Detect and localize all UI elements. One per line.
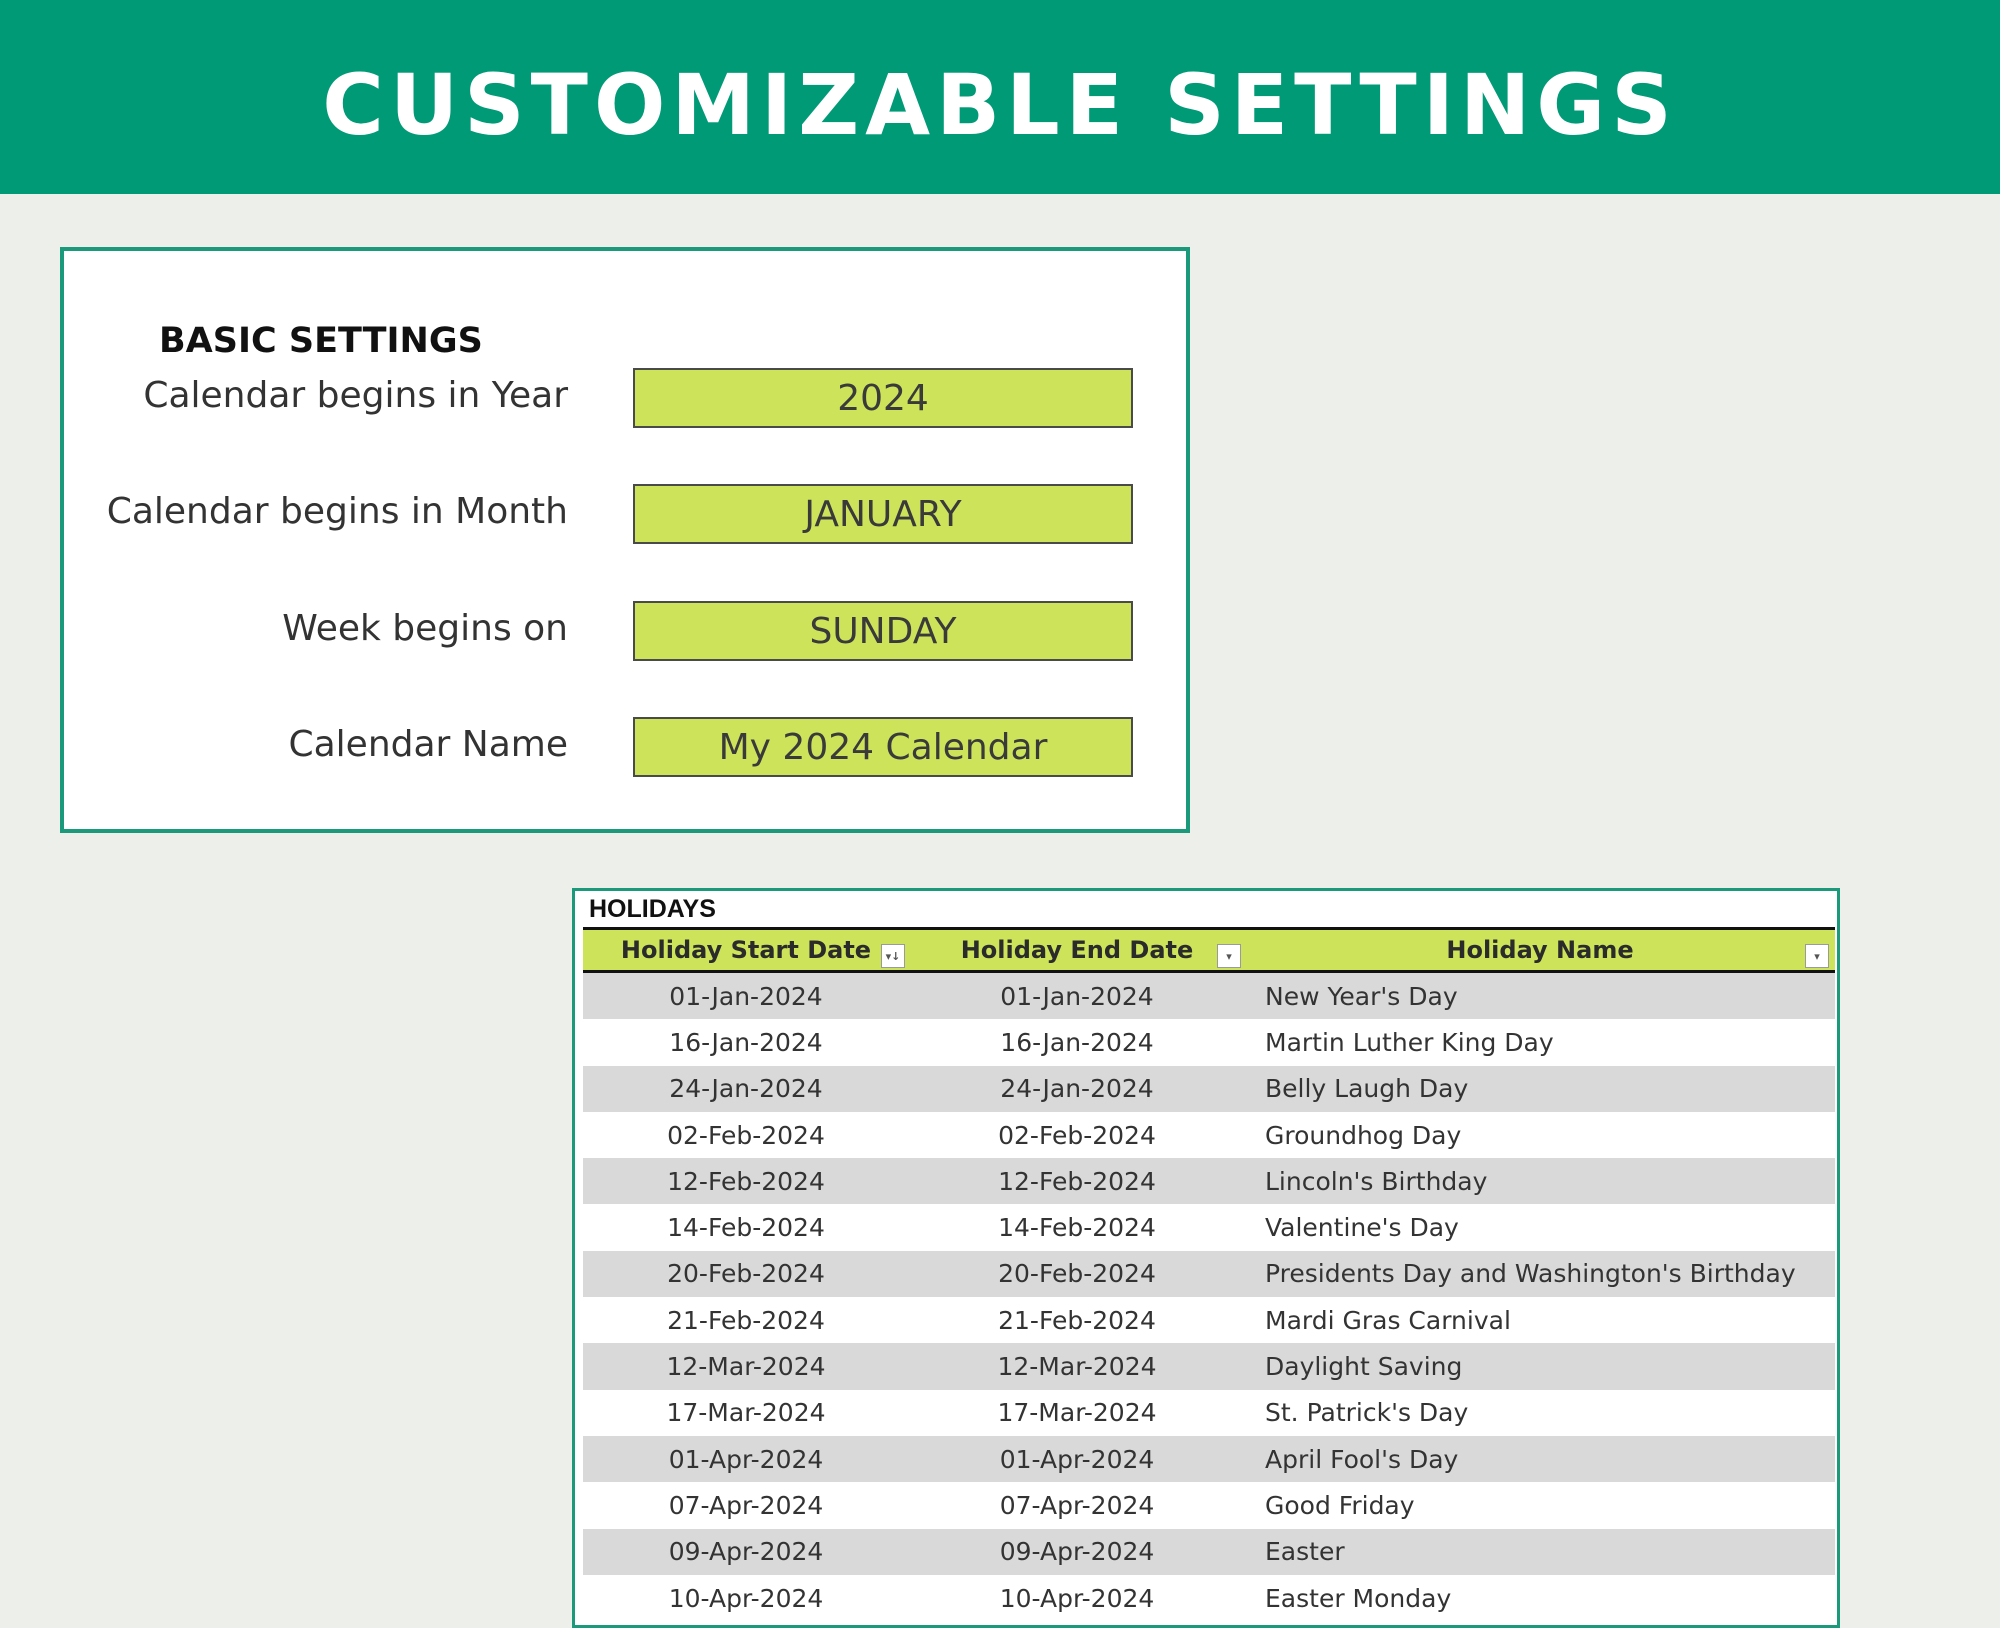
table-row[interactable] <box>583 1158 1835 1204</box>
holiday-name-cell[interactable]: Martin Luther King Day <box>1265 1027 1554 1057</box>
start-date-cell[interactable]: 24-Jan-2024 <box>669 1074 823 1104</box>
end-date-cell[interactable]: 17-Mar-2024 <box>997 1398 1157 1428</box>
holidays-title: HOLIDAYS <box>589 895 716 923</box>
table-row[interactable] <box>583 1297 1835 1343</box>
table-row[interactable] <box>583 1066 1835 1112</box>
start-date-cell[interactable]: 07-Apr-2024 <box>668 1490 824 1520</box>
holiday-name-cell[interactable]: Presidents Day and Washington's Birthday <box>1265 1259 1796 1289</box>
holiday-name-cell[interactable]: April Fool's Day <box>1265 1444 1459 1474</box>
holiday-name-cell[interactable]: Easter Monday <box>1265 1583 1452 1613</box>
end-date-cell[interactable]: 16-Jan-2024 <box>1000 1027 1154 1057</box>
column-header-label: Holiday End Date <box>960 936 1194 964</box>
holiday-name-cell[interactable]: Belly Laugh Day <box>1265 1074 1469 1104</box>
month-field[interactable]: JANUARY <box>633 484 1133 544</box>
year-label: Calendar begins in Year <box>143 375 568 416</box>
end-date-cell[interactable]: 02-Feb-2024 <box>998 1120 1156 1150</box>
column-header-end-date[interactable] <box>909 930 1245 970</box>
start-date-cell[interactable]: 16-Jan-2024 <box>669 1027 823 1057</box>
week-start-label: Week begins on <box>282 608 568 649</box>
start-date-cell[interactable]: 12-Mar-2024 <box>666 1352 826 1382</box>
holiday-name-cell[interactable]: Valentine's Day <box>1265 1213 1459 1243</box>
table-row[interactable] <box>583 1390 1835 1436</box>
start-date-cell[interactable]: 01-Apr-2024 <box>668 1444 824 1474</box>
start-date-cell[interactable]: 14-Feb-2024 <box>667 1213 825 1243</box>
end-date-cell[interactable]: 09-Apr-2024 <box>999 1537 1155 1567</box>
end-date-cell[interactable]: 01-Apr-2024 <box>999 1444 1155 1474</box>
end-date-cell[interactable]: 10-Apr-2024 <box>999 1583 1155 1613</box>
holiday-name-cell[interactable]: Lincoln's Birthday <box>1265 1166 1488 1196</box>
calendar-name-label: Calendar Name <box>288 724 568 765</box>
holiday-name-cell[interactable]: Good Friday <box>1265 1490 1415 1520</box>
basic-settings-panel <box>60 247 1190 833</box>
holiday-name-cell[interactable]: Mardi Gras Carnival <box>1265 1305 1511 1335</box>
end-date-cell[interactable]: 01-Jan-2024 <box>1000 981 1154 1011</box>
end-date-cell[interactable]: 20-Feb-2024 <box>998 1259 1156 1289</box>
end-date-cell[interactable]: 21-Feb-2024 <box>998 1305 1156 1335</box>
end-date-cell[interactable]: 14-Feb-2024 <box>998 1213 1156 1243</box>
basic-settings-heading: BASIC SETTINGS <box>159 321 483 361</box>
month-label: Calendar begins in Month <box>106 491 568 532</box>
start-date-cell[interactable]: 20-Feb-2024 <box>667 1259 825 1289</box>
table-row[interactable] <box>583 1019 1835 1065</box>
table-row[interactable] <box>583 1112 1835 1158</box>
calendar-name-field[interactable]: My 2024 Calendar <box>633 717 1133 777</box>
end-date-cell[interactable]: 07-Apr-2024 <box>999 1490 1155 1520</box>
header-banner <box>0 0 2000 194</box>
end-date-cell[interactable]: 12-Mar-2024 <box>997 1352 1157 1382</box>
page-title: CUSTOMIZABLE SETTINGS <box>322 56 1678 154</box>
week-start-field[interactable]: SUNDAY <box>633 601 1133 661</box>
table-row[interactable] <box>583 1482 1835 1528</box>
start-date-cell[interactable]: 01-Jan-2024 <box>669 981 823 1011</box>
column-header-label: Holiday Start Date <box>620 936 872 964</box>
column-header-label: Holiday Name <box>1446 936 1634 964</box>
column-header-start-date[interactable] <box>583 930 909 970</box>
holiday-name-cell[interactable]: Easter <box>1265 1537 1345 1567</box>
sort-filter-icon[interactable]: ▾↓ <box>881 944 905 968</box>
start-date-cell[interactable]: 10-Apr-2024 <box>668 1583 824 1613</box>
start-date-cell[interactable]: 17-Mar-2024 <box>666 1398 826 1428</box>
end-date-cell[interactable]: 24-Jan-2024 <box>1000 1074 1154 1104</box>
table-row[interactable] <box>583 1436 1835 1482</box>
end-date-cell[interactable]: 12-Feb-2024 <box>998 1166 1156 1196</box>
holiday-name-cell[interactable]: Groundhog Day <box>1265 1120 1462 1150</box>
holiday-name-cell[interactable]: St. Patrick's Day <box>1265 1398 1469 1428</box>
column-header-holiday-name[interactable] <box>1245 930 1835 970</box>
holiday-name-cell[interactable]: Daylight Saving <box>1265 1352 1463 1382</box>
holidays-table <box>583 927 1835 1621</box>
table-row[interactable] <box>583 1343 1835 1389</box>
start-date-cell[interactable]: 21-Feb-2024 <box>667 1305 825 1335</box>
table-row[interactable] <box>583 1251 1835 1297</box>
year-field[interactable]: 2024 <box>633 368 1133 428</box>
start-date-cell[interactable]: 12-Feb-2024 <box>667 1166 825 1196</box>
start-date-cell[interactable]: 09-Apr-2024 <box>668 1537 824 1567</box>
table-row[interactable] <box>583 1529 1835 1575</box>
table-header <box>583 927 1835 973</box>
table-body <box>583 973 1835 1621</box>
table-row[interactable] <box>583 1204 1835 1250</box>
holiday-name-cell[interactable]: New Year's Day <box>1265 981 1458 1011</box>
table-row[interactable] <box>583 1575 1835 1621</box>
holidays-panel <box>572 888 1840 1628</box>
filter-dropdown-icon[interactable]: ▾ <box>1217 944 1241 968</box>
table-row[interactable] <box>583 973 1835 1019</box>
start-date-cell[interactable]: 02-Feb-2024 <box>667 1120 825 1150</box>
filter-dropdown-icon[interactable]: ▾ <box>1805 944 1829 968</box>
